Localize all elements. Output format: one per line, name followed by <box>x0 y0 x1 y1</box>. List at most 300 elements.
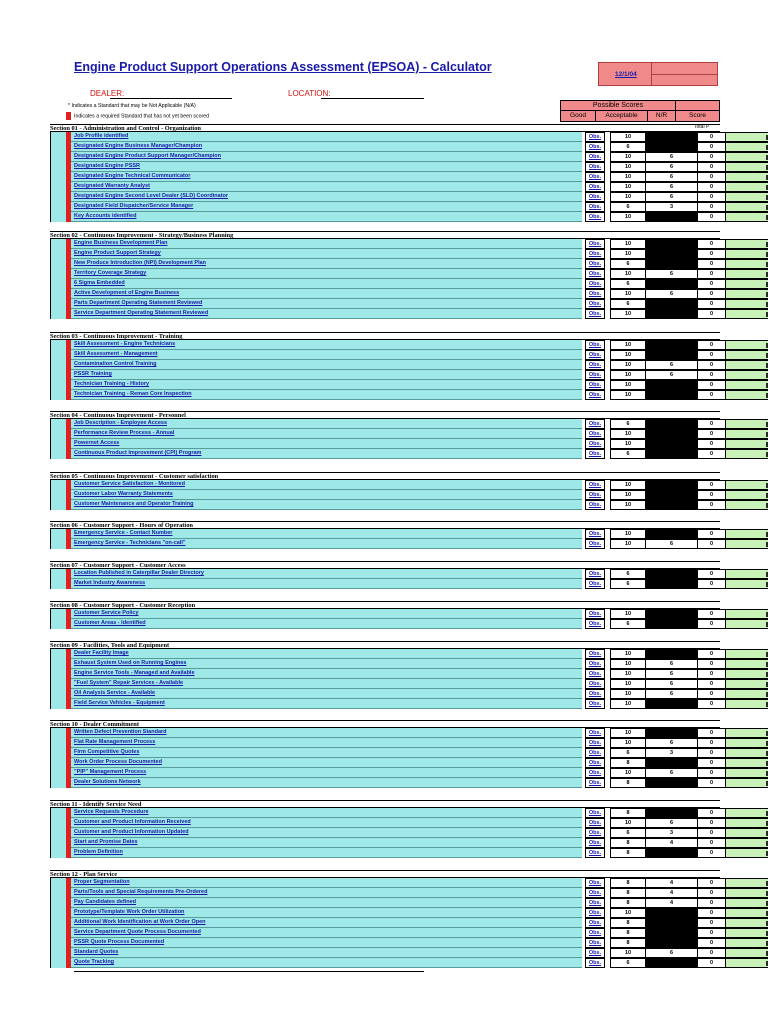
standard-cell[interactable] <box>71 539 582 549</box>
row-margin <box>50 948 66 958</box>
standard-link[interactable]: Key Accounts identified <box>74 213 137 219</box>
standard-cell[interactable] <box>71 480 582 490</box>
standard-cell[interactable] <box>71 888 582 898</box>
score-cell[interactable] <box>726 309 768 319</box>
table-row <box>50 748 720 758</box>
standard-cell[interactable] <box>71 529 582 539</box>
standard-link[interactable]: Designated Engine Business Manager/Champion <box>74 143 203 149</box>
standard-link[interactable]: Problem Definition <box>74 849 123 855</box>
row-margin <box>50 898 66 908</box>
obs-link[interactable]: Obs. <box>585 429 605 439</box>
standard-link[interactable]: Customer Areas - Identified <box>74 620 146 626</box>
score-cell[interactable] <box>726 259 768 269</box>
standard-cell[interactable] <box>71 142 582 152</box>
obs-link[interactable]: Obs. <box>585 132 605 142</box>
obs-link[interactable]: Obs. <box>585 948 605 958</box>
standard-link[interactable]: Territory Coverage Strategy <box>74 270 147 276</box>
score-cell[interactable] <box>726 888 768 898</box>
standard-link[interactable]: Technician Training - History <box>74 381 150 387</box>
standard-cell[interactable] <box>71 279 582 289</box>
score-cell[interactable] <box>726 758 768 768</box>
obs-link[interactable]: Obs. <box>585 898 605 908</box>
standard-link[interactable]: Customer and Product Information Updated <box>74 829 189 835</box>
obs-link[interactable]: Obs. <box>585 212 605 222</box>
acceptable-score: 6 <box>646 360 698 370</box>
obs-link[interactable]: Obs. <box>585 679 605 689</box>
obs-link[interactable]: Obs. <box>585 738 605 748</box>
score-cell[interactable] <box>726 289 768 299</box>
standard-cell[interactable] <box>71 689 582 699</box>
obs-link[interactable]: Obs. <box>585 259 605 269</box>
standard-link[interactable]: Technician Training - Reman Core Inspection <box>74 391 192 397</box>
obs-link[interactable]: Obs. <box>585 649 605 659</box>
nr-score: 0 <box>698 152 726 162</box>
nr-score: 0 <box>698 350 726 360</box>
obs-link[interactable]: Obs. <box>585 689 605 699</box>
standard-cell[interactable] <box>71 958 582 968</box>
obs-link[interactable]: Obs. <box>585 778 605 788</box>
standard-cell[interactable] <box>71 192 582 202</box>
standard-link[interactable]: Service Department Operating Statement Reviewed <box>74 310 209 316</box>
score-cell[interactable] <box>726 938 768 948</box>
score-cell[interactable] <box>726 490 768 500</box>
obs-link[interactable]: Obs. <box>585 380 605 390</box>
score-cell[interactable] <box>726 299 768 309</box>
standard-link[interactable]: "Fuel System" Repair Services - Available <box>74 680 184 686</box>
standard-link[interactable]: Customer Maintenance and Operator Training <box>74 501 194 507</box>
good-score: 10 <box>610 350 646 360</box>
score-cell[interactable] <box>726 699 768 709</box>
standard-link[interactable]: Prototype/Template Work Order Utilization <box>74 909 185 915</box>
standard-cell[interactable] <box>71 569 582 579</box>
obs-link[interactable]: Obs. <box>585 838 605 848</box>
standard-cell[interactable] <box>71 390 582 400</box>
obs-link[interactable]: Obs. <box>585 419 605 429</box>
nr-score: 0 <box>698 269 726 279</box>
standard-cell[interactable] <box>71 490 582 500</box>
score-cell[interactable] <box>726 728 768 738</box>
obs-link[interactable]: Obs. <box>585 289 605 299</box>
score-cell[interactable] <box>726 928 768 938</box>
score-cell[interactable] <box>726 390 768 400</box>
nr-score: 0 <box>698 309 726 319</box>
standard-link[interactable]: Designated Engine PSSR <box>74 163 141 169</box>
standard-cell[interactable] <box>71 162 582 172</box>
standard-cell[interactable] <box>71 340 582 350</box>
obs-link[interactable]: Obs. <box>585 360 605 370</box>
good-score: 10 <box>610 289 646 299</box>
section-header: Section 05 - Continuous Improvement - Customer satisfaction <box>50 472 720 480</box>
standard-cell[interactable] <box>71 808 582 818</box>
standard-cell[interactable] <box>71 898 582 908</box>
standard-cell[interactable] <box>71 579 582 589</box>
acceptable-score <box>646 848 698 858</box>
acceptable-score: 6 <box>646 659 698 669</box>
score-cell[interactable] <box>726 738 768 748</box>
standard-cell[interactable] <box>71 948 582 958</box>
obs-link[interactable]: Obs. <box>585 768 605 778</box>
obs-link[interactable]: Obs. <box>585 439 605 449</box>
standard-link[interactable]: Oil Analysis Service - Available <box>74 690 156 696</box>
nr-score: 0 <box>698 192 726 202</box>
standard-link[interactable]: Customer Labor Warranty Statements <box>74 491 173 497</box>
score-cell[interactable] <box>726 239 768 249</box>
standard-link[interactable]: New Produce Introduction (NPI) Development Plan <box>74 260 207 266</box>
obs-link[interactable]: Obs. <box>585 529 605 539</box>
standard-link[interactable]: Designated Engine Technical Communicator <box>74 173 191 179</box>
obs-link[interactable]: Obs. <box>585 299 605 309</box>
score-cell[interactable] <box>726 249 768 259</box>
standard-link[interactable]: 6 Sigma Embedded <box>74 280 125 286</box>
score-cell[interactable] <box>726 172 768 182</box>
score-cell[interactable] <box>726 350 768 360</box>
section-header: Section 03 - Continuous Improvement - Training <box>50 332 720 340</box>
table-row <box>50 689 720 699</box>
obs-link[interactable]: Obs. <box>585 239 605 249</box>
table-row <box>50 539 720 549</box>
obs-link[interactable]: Obs. <box>585 152 605 162</box>
good-score: 10 <box>610 360 646 370</box>
standard-link[interactable]: "PIP" Management Process <box>74 769 147 775</box>
standard-link[interactable]: Written Defect Prevention Standard <box>74 729 167 735</box>
standard-cell[interactable] <box>71 619 582 629</box>
standard-link[interactable]: Service Requests Procedure <box>74 809 149 815</box>
obs-link[interactable]: Obs. <box>585 619 605 629</box>
standard-link[interactable]: Additional Work Identification at Work Order Open <box>74 919 206 925</box>
score-cell[interactable] <box>726 619 768 629</box>
obs-link[interactable]: Obs. <box>585 748 605 758</box>
obs-link[interactable]: Obs. <box>585 699 605 709</box>
standard-cell[interactable] <box>71 778 582 788</box>
score-cell[interactable] <box>726 579 768 589</box>
standard-link[interactable]: Engine Service Tools - Managed and Available <box>74 670 195 676</box>
score-cell[interactable] <box>726 958 768 968</box>
score-cell[interactable] <box>726 948 768 958</box>
standard-link[interactable]: Market Industry Awareness <box>74 580 146 586</box>
standard-link[interactable]: Emergency Service - Contact Number <box>74 530 173 536</box>
score-cell[interactable] <box>726 142 768 152</box>
obs-link[interactable]: Obs. <box>585 340 605 350</box>
obs-link[interactable]: Obs. <box>585 500 605 510</box>
obs-link[interactable]: Obs. <box>585 848 605 858</box>
obs-link[interactable]: Obs. <box>585 579 605 589</box>
obs-link[interactable]: Obs. <box>585 569 605 579</box>
standard-link[interactable]: Exhaust System Used on Running Engines <box>74 660 187 666</box>
date-value[interactable]: 12/1/04 <box>615 71 637 78</box>
standard-link[interactable]: Continuous Product Improvement (CPI) Program <box>74 450 202 456</box>
nr-score: 0 <box>698 279 726 289</box>
standard-cell[interactable] <box>71 309 582 319</box>
obs-link[interactable]: Obs. <box>585 162 605 172</box>
standard-cell[interactable] <box>71 429 582 439</box>
standard-cell[interactable] <box>71 728 582 738</box>
standard-cell[interactable] <box>71 669 582 679</box>
score-cell[interactable] <box>726 419 768 429</box>
obs-link[interactable]: Obs. <box>585 669 605 679</box>
col-nr: N/R <box>648 111 676 122</box>
standard-cell[interactable] <box>71 299 582 309</box>
score-cell[interactable] <box>726 539 768 549</box>
standard-cell[interactable] <box>71 212 582 222</box>
obs-link[interactable]: Obs. <box>585 938 605 948</box>
standard-cell[interactable] <box>71 878 582 888</box>
standard-link[interactable]: Contamination Control Training <box>74 361 157 367</box>
score-cell[interactable] <box>726 828 768 838</box>
standard-link[interactable]: Engine Business Development Plan <box>74 240 168 246</box>
standard-cell[interactable] <box>71 289 582 299</box>
standard-link[interactable]: Dealer Facility Image <box>74 650 129 656</box>
score-cell[interactable] <box>726 360 768 370</box>
obs-link[interactable]: Obs. <box>585 390 605 400</box>
obs-link[interactable]: Obs. <box>585 182 605 192</box>
standard-cell[interactable] <box>71 172 582 182</box>
score-cell[interactable] <box>726 848 768 858</box>
standard-cell[interactable] <box>71 768 582 778</box>
standard-cell[interactable] <box>71 828 582 838</box>
obs-link[interactable]: Obs. <box>585 609 605 619</box>
acceptable-score: 6 <box>646 192 698 202</box>
standard-link[interactable]: Customer Service Satisfaction - Monitored <box>74 481 185 487</box>
nr-score: 0 <box>698 878 726 888</box>
obs-link[interactable]: Obs. <box>585 728 605 738</box>
obs-link[interactable]: Obs. <box>585 888 605 898</box>
standard-cell[interactable] <box>71 938 582 948</box>
score-cell[interactable] <box>726 192 768 202</box>
standard-link[interactable]: Skill Assessment - Engine Technicians <box>74 341 176 347</box>
standard-link[interactable]: Field Service Vehicles - Equipment <box>74 700 165 706</box>
score-cell[interactable] <box>726 649 768 659</box>
score-cell[interactable] <box>726 132 768 142</box>
obs-link[interactable]: Obs. <box>585 878 605 888</box>
standard-cell[interactable] <box>71 818 582 828</box>
standard-cell[interactable] <box>71 748 582 758</box>
obs-link[interactable]: Obs. <box>585 309 605 319</box>
obs-link[interactable]: Obs. <box>585 918 605 928</box>
standard-link[interactable]: Emergency Service - Technicians "on-call" <box>74 540 186 546</box>
good-score: 6 <box>610 619 646 629</box>
standard-cell[interactable] <box>71 269 582 279</box>
standard-cell[interactable] <box>71 838 582 848</box>
standard-link[interactable]: Job Description - Employee Access <box>74 420 168 426</box>
standard-link[interactable]: Powernet Access <box>74 440 120 446</box>
standard-link[interactable]: Designated Field Dispatcher/Service Manager <box>74 203 194 209</box>
standard-cell[interactable] <box>71 350 582 360</box>
table-row <box>50 888 720 898</box>
standard-link[interactable]: Job Profile identified <box>74 133 129 139</box>
standard-link[interactable]: Parts Department Operating Statement Reviewed <box>74 300 203 306</box>
score-cell[interactable] <box>726 380 768 390</box>
standard-cell[interactable] <box>71 908 582 918</box>
dealer-field[interactable] <box>110 98 232 99</box>
standard-link[interactable]: Pay Candidates defined <box>74 899 137 905</box>
good-score: 6 <box>610 202 646 212</box>
date-box[interactable] <box>598 62 718 86</box>
nr-score: 0 <box>698 419 726 429</box>
acceptable-score: 6 <box>646 738 698 748</box>
obs-link[interactable]: Obs. <box>585 539 605 549</box>
nr-score: 0 <box>698 738 726 748</box>
score-cell[interactable] <box>726 529 768 539</box>
score-cell[interactable] <box>726 659 768 669</box>
score-cell[interactable] <box>726 748 768 758</box>
table-row <box>50 192 720 202</box>
standard-cell[interactable] <box>71 649 582 659</box>
score-cell[interactable] <box>726 202 768 212</box>
standard-link[interactable]: Engine Product Support Strategy <box>74 250 161 256</box>
score-cell[interactable] <box>726 162 768 172</box>
score-cell[interactable] <box>726 918 768 928</box>
score-cell[interactable] <box>726 689 768 699</box>
obs-link[interactable]: Obs. <box>585 172 605 182</box>
good-score: 10 <box>610 182 646 192</box>
row-margin <box>50 659 66 669</box>
score-cell[interactable] <box>726 898 768 908</box>
row-margin <box>50 828 66 838</box>
obs-link[interactable]: Obs. <box>585 350 605 360</box>
obs-link[interactable]: Obs. <box>585 449 605 459</box>
standard-cell[interactable] <box>71 370 582 380</box>
obs-link[interactable]: Obs. <box>585 490 605 500</box>
standard-cell[interactable] <box>71 659 582 669</box>
standard-cell[interactable] <box>71 738 582 748</box>
standard-link[interactable]: Standard Quotes <box>74 949 119 955</box>
row-margin <box>50 370 66 380</box>
standard-link[interactable]: PSSR Quote Process Documented <box>74 939 165 945</box>
score-cell[interactable] <box>726 818 768 828</box>
score-cell[interactable] <box>726 279 768 289</box>
score-cell[interactable] <box>726 269 768 279</box>
table-row <box>50 679 720 689</box>
standard-cell[interactable] <box>71 439 582 449</box>
score-cell[interactable] <box>726 609 768 619</box>
standard-cell[interactable] <box>71 918 582 928</box>
standard-cell[interactable] <box>71 419 582 429</box>
score-cell[interactable] <box>726 908 768 918</box>
standard-link[interactable]: Designated Warranty Analyst <box>74 183 151 189</box>
standard-link[interactable]: Parts/Tools and Special Requirements Pre-Ordered <box>74 889 208 895</box>
obs-link[interactable]: Obs. <box>585 249 605 259</box>
nr-score: 0 <box>698 778 726 788</box>
standard-cell[interactable] <box>71 152 582 162</box>
standard-link[interactable]: Flat Rate Management Process <box>74 739 156 745</box>
table-row <box>50 898 720 908</box>
standard-link[interactable]: Proper Segmentation <box>74 879 130 885</box>
standard-cell[interactable] <box>71 500 582 510</box>
obs-link[interactable]: Obs. <box>585 818 605 828</box>
obs-link[interactable]: Obs. <box>585 808 605 818</box>
score-cell[interactable] <box>726 429 768 439</box>
standard-cell[interactable] <box>71 182 582 192</box>
nr-score: 0 <box>698 380 726 390</box>
acceptable-score <box>646 938 698 948</box>
standard-link[interactable]: Dealer Solutions Network <box>74 779 141 785</box>
nr-score: 0 <box>698 390 726 400</box>
standard-link[interactable]: Location Published in Caterpillar Dealer Directory <box>74 570 204 576</box>
score-cell[interactable] <box>726 838 768 848</box>
obs-link[interactable]: Obs. <box>585 958 605 968</box>
standard-link[interactable]: Designated Engine Second Level Dealer (SLD) Coordinator <box>74 193 229 199</box>
standard-cell[interactable] <box>71 679 582 689</box>
obs-link[interactable]: Obs. <box>585 928 605 938</box>
standard-link[interactable]: Work Order Process Documented <box>74 759 162 765</box>
location-field[interactable] <box>321 98 424 99</box>
obs-link[interactable]: Obs. <box>585 758 605 768</box>
standard-cell[interactable] <box>71 132 582 142</box>
standard-cell[interactable] <box>71 249 582 259</box>
score-cell[interactable] <box>726 212 768 222</box>
score-cell[interactable] <box>726 778 768 788</box>
score-cell[interactable] <box>726 808 768 818</box>
obs-link[interactable]: Obs. <box>585 370 605 380</box>
standard-cell[interactable] <box>71 609 582 619</box>
score-cell[interactable] <box>726 669 768 679</box>
standard-cell[interactable] <box>71 928 582 938</box>
table-row <box>50 619 720 629</box>
obs-link[interactable]: Obs. <box>585 279 605 289</box>
score-cell[interactable] <box>726 569 768 579</box>
obs-link[interactable]: Obs. <box>585 142 605 152</box>
standard-link[interactable]: Firm Competitive Quotes <box>74 749 140 755</box>
score-cell[interactable] <box>726 878 768 888</box>
score-cell[interactable] <box>726 152 768 162</box>
obs-link[interactable]: Obs. <box>585 659 605 669</box>
score-cell[interactable] <box>726 500 768 510</box>
score-cell[interactable] <box>726 768 768 778</box>
standard-cell[interactable] <box>71 758 582 768</box>
standard-cell[interactable] <box>71 239 582 249</box>
standard-link[interactable]: Performance Review Process - Annual <box>74 430 175 436</box>
standard-link[interactable]: Skill Assessment - Management <box>74 351 158 357</box>
table-row <box>50 818 720 828</box>
standard-link[interactable]: Customer and Product Information Received <box>74 819 191 825</box>
good-score: 10 <box>610 728 646 738</box>
standard-cell[interactable] <box>71 202 582 212</box>
score-cell[interactable] <box>726 340 768 350</box>
obs-link[interactable]: Obs. <box>585 828 605 838</box>
obs-link[interactable]: Obs. <box>585 192 605 202</box>
standard-cell[interactable] <box>71 360 582 370</box>
standard-link[interactable]: Quote Tracking <box>74 959 115 965</box>
score-cell[interactable] <box>726 449 768 459</box>
nr-score: 0 <box>698 162 726 172</box>
acceptable-score <box>646 529 698 539</box>
obs-link[interactable]: Obs. <box>585 202 605 212</box>
score-cell[interactable] <box>726 182 768 192</box>
standard-link[interactable]: Start and Promise Dates <box>74 839 138 845</box>
score-cell[interactable] <box>726 679 768 689</box>
score-cell[interactable] <box>726 439 768 449</box>
standard-cell[interactable] <box>71 449 582 459</box>
legend-required <box>66 112 209 120</box>
standard-cell[interactable] <box>71 380 582 390</box>
standard-cell[interactable] <box>71 699 582 709</box>
score-cell[interactable] <box>726 370 768 380</box>
standard-cell[interactable] <box>71 848 582 858</box>
standard-link[interactable]: Customer Service Policy <box>74 610 139 616</box>
obs-link[interactable]: Obs. <box>585 480 605 490</box>
standard-link[interactable]: Service Department Quote Process Documented <box>74 929 201 935</box>
standard-link[interactable]: Designated Engine Product Support Manager/Champion <box>74 153 221 159</box>
good-score: 10 <box>610 380 646 390</box>
table-row <box>50 728 720 738</box>
standard-link[interactable]: Active Development of Engine Business <box>74 290 180 296</box>
standard-link[interactable]: PSSR Training <box>74 371 112 377</box>
obs-link[interactable]: Obs. <box>585 269 605 279</box>
score-cell[interactable] <box>726 480 768 490</box>
obs-link[interactable]: Obs. <box>585 908 605 918</box>
standard-cell[interactable] <box>71 259 582 269</box>
dealer-label: DEALER: <box>90 89 125 98</box>
